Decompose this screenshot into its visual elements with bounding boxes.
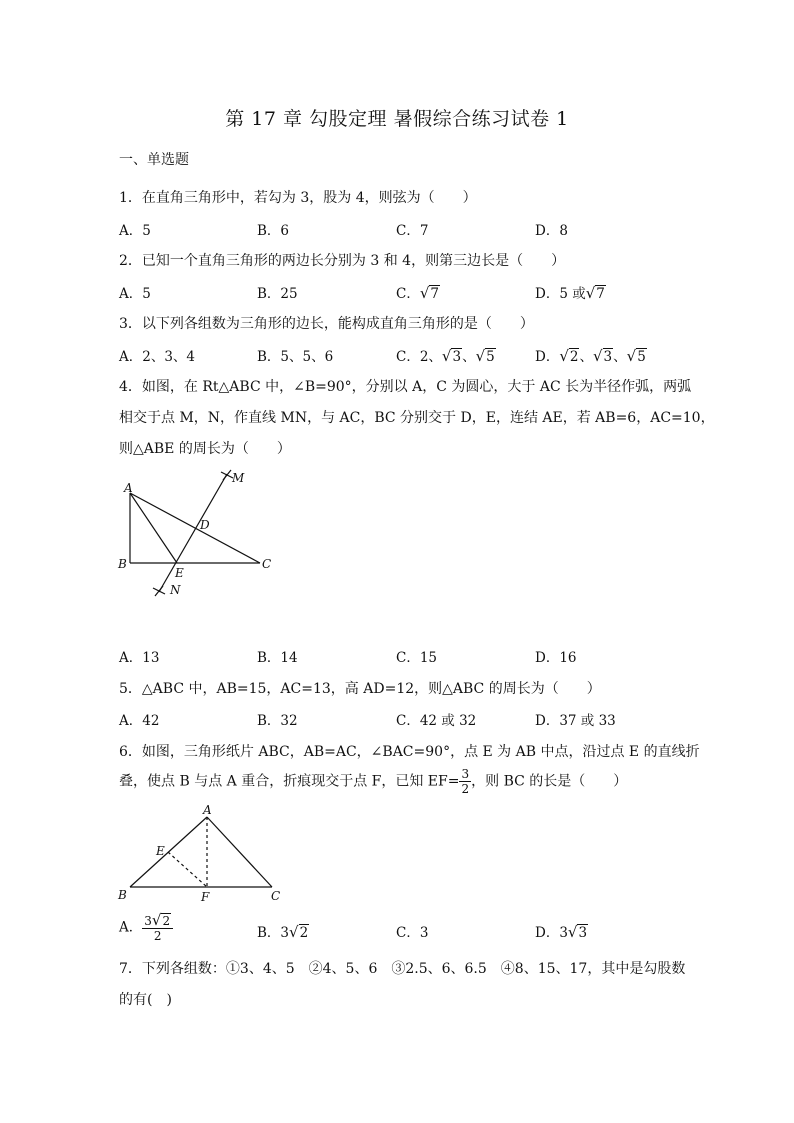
q3-option-d-radicand-2: 3 [603, 349, 613, 365]
fraction [142, 913, 173, 943]
question-6-line-2-text: 叠，使点 B 与点 A 重合，折痕现交于点 F，已知 EF= [119, 773, 460, 790]
question-4-line-2: 相交于点 M，N，作直线 MN，与 AC，BC 分别交于 D，E，连结 AE，若 AB=6，AC=10， [119, 410, 715, 426]
q3-option-c [396, 345, 496, 365]
point-b-label: B [118, 888, 127, 902]
line-mn [159, 474, 227, 592]
q3-option-c-radicand-1: 3 [452, 349, 462, 365]
sqrt-symbol: √3 [441, 347, 462, 365]
point-e-label: E [156, 844, 165, 858]
q3-option-a: A．2、3、4 [119, 349, 196, 365]
page-title: 第 17 章 勾股定理 暑假综合练习试卷 1 [225, 108, 569, 130]
section-heading: 一、单选题 [119, 152, 189, 168]
q3-option-c-radicand-2: 5 [486, 349, 495, 365]
point-n-label: N [170, 583, 181, 597]
fraction-ef [459, 767, 471, 796]
q6-figure [112, 800, 292, 910]
q2-option-a: A．5 [119, 286, 151, 302]
sqrt-symbol: √5 [475, 347, 495, 365]
segment-ac [130, 493, 260, 563]
point-b-label: B [118, 557, 127, 571]
question-5-stem: 5．△ABC 中，AB=15，AC=13，高 AD=12，则△ABC 的周长为（ ） [119, 681, 601, 697]
question-6-line-1: 6．如图，三角形纸片 ABC，AB=AC，∠BAC=90°，点 E 为 AB 中点，沿过点 E 的直线折 [119, 744, 700, 760]
q5-option-d: D．37 或 33 [535, 713, 616, 729]
arc-mark-m [223, 470, 231, 480]
q2-option-b: B．25 [257, 286, 298, 302]
fold-line-ef [168, 852, 207, 887]
q2-option-d [535, 282, 606, 302]
point-e-label: E [175, 566, 184, 580]
q3-option-b: B．5、5、6 [257, 349, 334, 365]
point-m-label: M [232, 471, 245, 485]
coefficient: 3 [144, 914, 152, 928]
segment-ac [207, 817, 272, 887]
question-6-line-2 [119, 767, 627, 796]
q6-option-d-prefix: D．3 [535, 925, 568, 941]
sqrt-symbol: √7 [419, 284, 439, 302]
q4-option-a: A．13 [119, 650, 160, 666]
q1-option-c: C．7 [396, 223, 429, 239]
fraction-denominator: 2 [461, 782, 470, 796]
q6-option-d [535, 921, 588, 941]
q6-option-b-prefix: B．3 [257, 925, 290, 941]
radicand: 2 [299, 925, 309, 941]
q5-option-b: B．32 [257, 713, 298, 729]
separator: 、 [579, 349, 593, 365]
fraction-numerator: 3 [461, 767, 470, 781]
q4-option-b: B．14 [257, 650, 298, 666]
q2-option-c-radicand: 7 [430, 286, 439, 302]
q3-option-d-prefix: D． [535, 349, 560, 365]
q6-option-a [119, 913, 173, 943]
sqrt-symbol: √5 [626, 347, 646, 365]
q3-option-d-radicand-3: 5 [637, 349, 646, 365]
question-7-line-2: 的有( ) [119, 992, 172, 1008]
q1-option-d: D．8 [535, 223, 568, 239]
point-a-label: A [203, 803, 212, 817]
sqrt-symbol: √7 [585, 284, 605, 302]
sqrt-symbol: √2 [289, 923, 309, 941]
point-d-label: D [200, 518, 210, 532]
radicand: 2 [162, 914, 171, 928]
q1-option-b: B．6 [257, 223, 290, 239]
point-f-label: F [201, 890, 210, 904]
arc-mark-n [155, 586, 163, 596]
sqrt-symbol: √2 [151, 911, 171, 929]
q6-option-c: C．3 [396, 925, 429, 941]
fraction-denominator: 2 [153, 929, 162, 943]
point-a-label: A [124, 481, 133, 495]
separator: 、 [462, 349, 476, 365]
question-3-stem: 3．以下列各组数为三角形的边长，能构成直角三角形的是（ ） [119, 316, 534, 332]
q6-option-b [257, 921, 309, 941]
q5-option-c: C．42 或 32 [396, 713, 477, 729]
q2-option-c-prefix: C． [396, 286, 420, 302]
sqrt-symbol: √3 [592, 347, 613, 365]
radicand: 3 [578, 925, 588, 941]
q3-option-d-radicand-1: 2 [569, 349, 579, 365]
point-c-label: C [262, 557, 272, 571]
sqrt-symbol: √3 [567, 923, 588, 941]
q2-option-c [396, 282, 440, 302]
segment-ae [130, 493, 177, 563]
question-6-line-2-tail: ，则 BC 的长是（ ） [471, 773, 628, 790]
point-c-label: C [271, 889, 281, 903]
separator: 、 [613, 349, 627, 365]
q3-option-c-prefix: C．2、 [396, 349, 442, 365]
question-1-stem: 1．在直角三角形中，若勾为 3，股为 4，则弦为（ ） [119, 190, 477, 206]
question-7-line-1: 7．下列各组数：①3、4、5 ②4、5、6 ③2.5、6、6.5 ④8、15、17，其中是勾股数 [119, 961, 686, 977]
question-4-line-3: 则△ABE 的周长为（ ） [119, 441, 291, 457]
q4-figure [112, 462, 292, 607]
question-2-stem: 2．已知一个直角三角形的两边长分别为 3 和 4，则第三边长是（ ） [119, 253, 566, 269]
q4-option-c: C．15 [396, 650, 438, 666]
sqrt-symbol: √2 [559, 347, 579, 365]
q1-option-a: A．5 [119, 223, 151, 239]
q2-option-d-prefix: D．5 或 [535, 286, 586, 302]
q6-option-a-prefix: A． [119, 919, 143, 936]
question-4-line-1: 4．如图，在 Rt△ABC 中，∠B=90°，分别以 A，C 为圆心，大于 AC 长为半径作弧，两弧 [119, 379, 692, 395]
fraction-numerator [142, 913, 173, 929]
q4-option-d: D．16 [535, 650, 577, 666]
q3-option-d [535, 345, 647, 365]
q5-option-a: A．42 [119, 713, 160, 729]
q2-option-d-radicand: 7 [596, 286, 605, 302]
